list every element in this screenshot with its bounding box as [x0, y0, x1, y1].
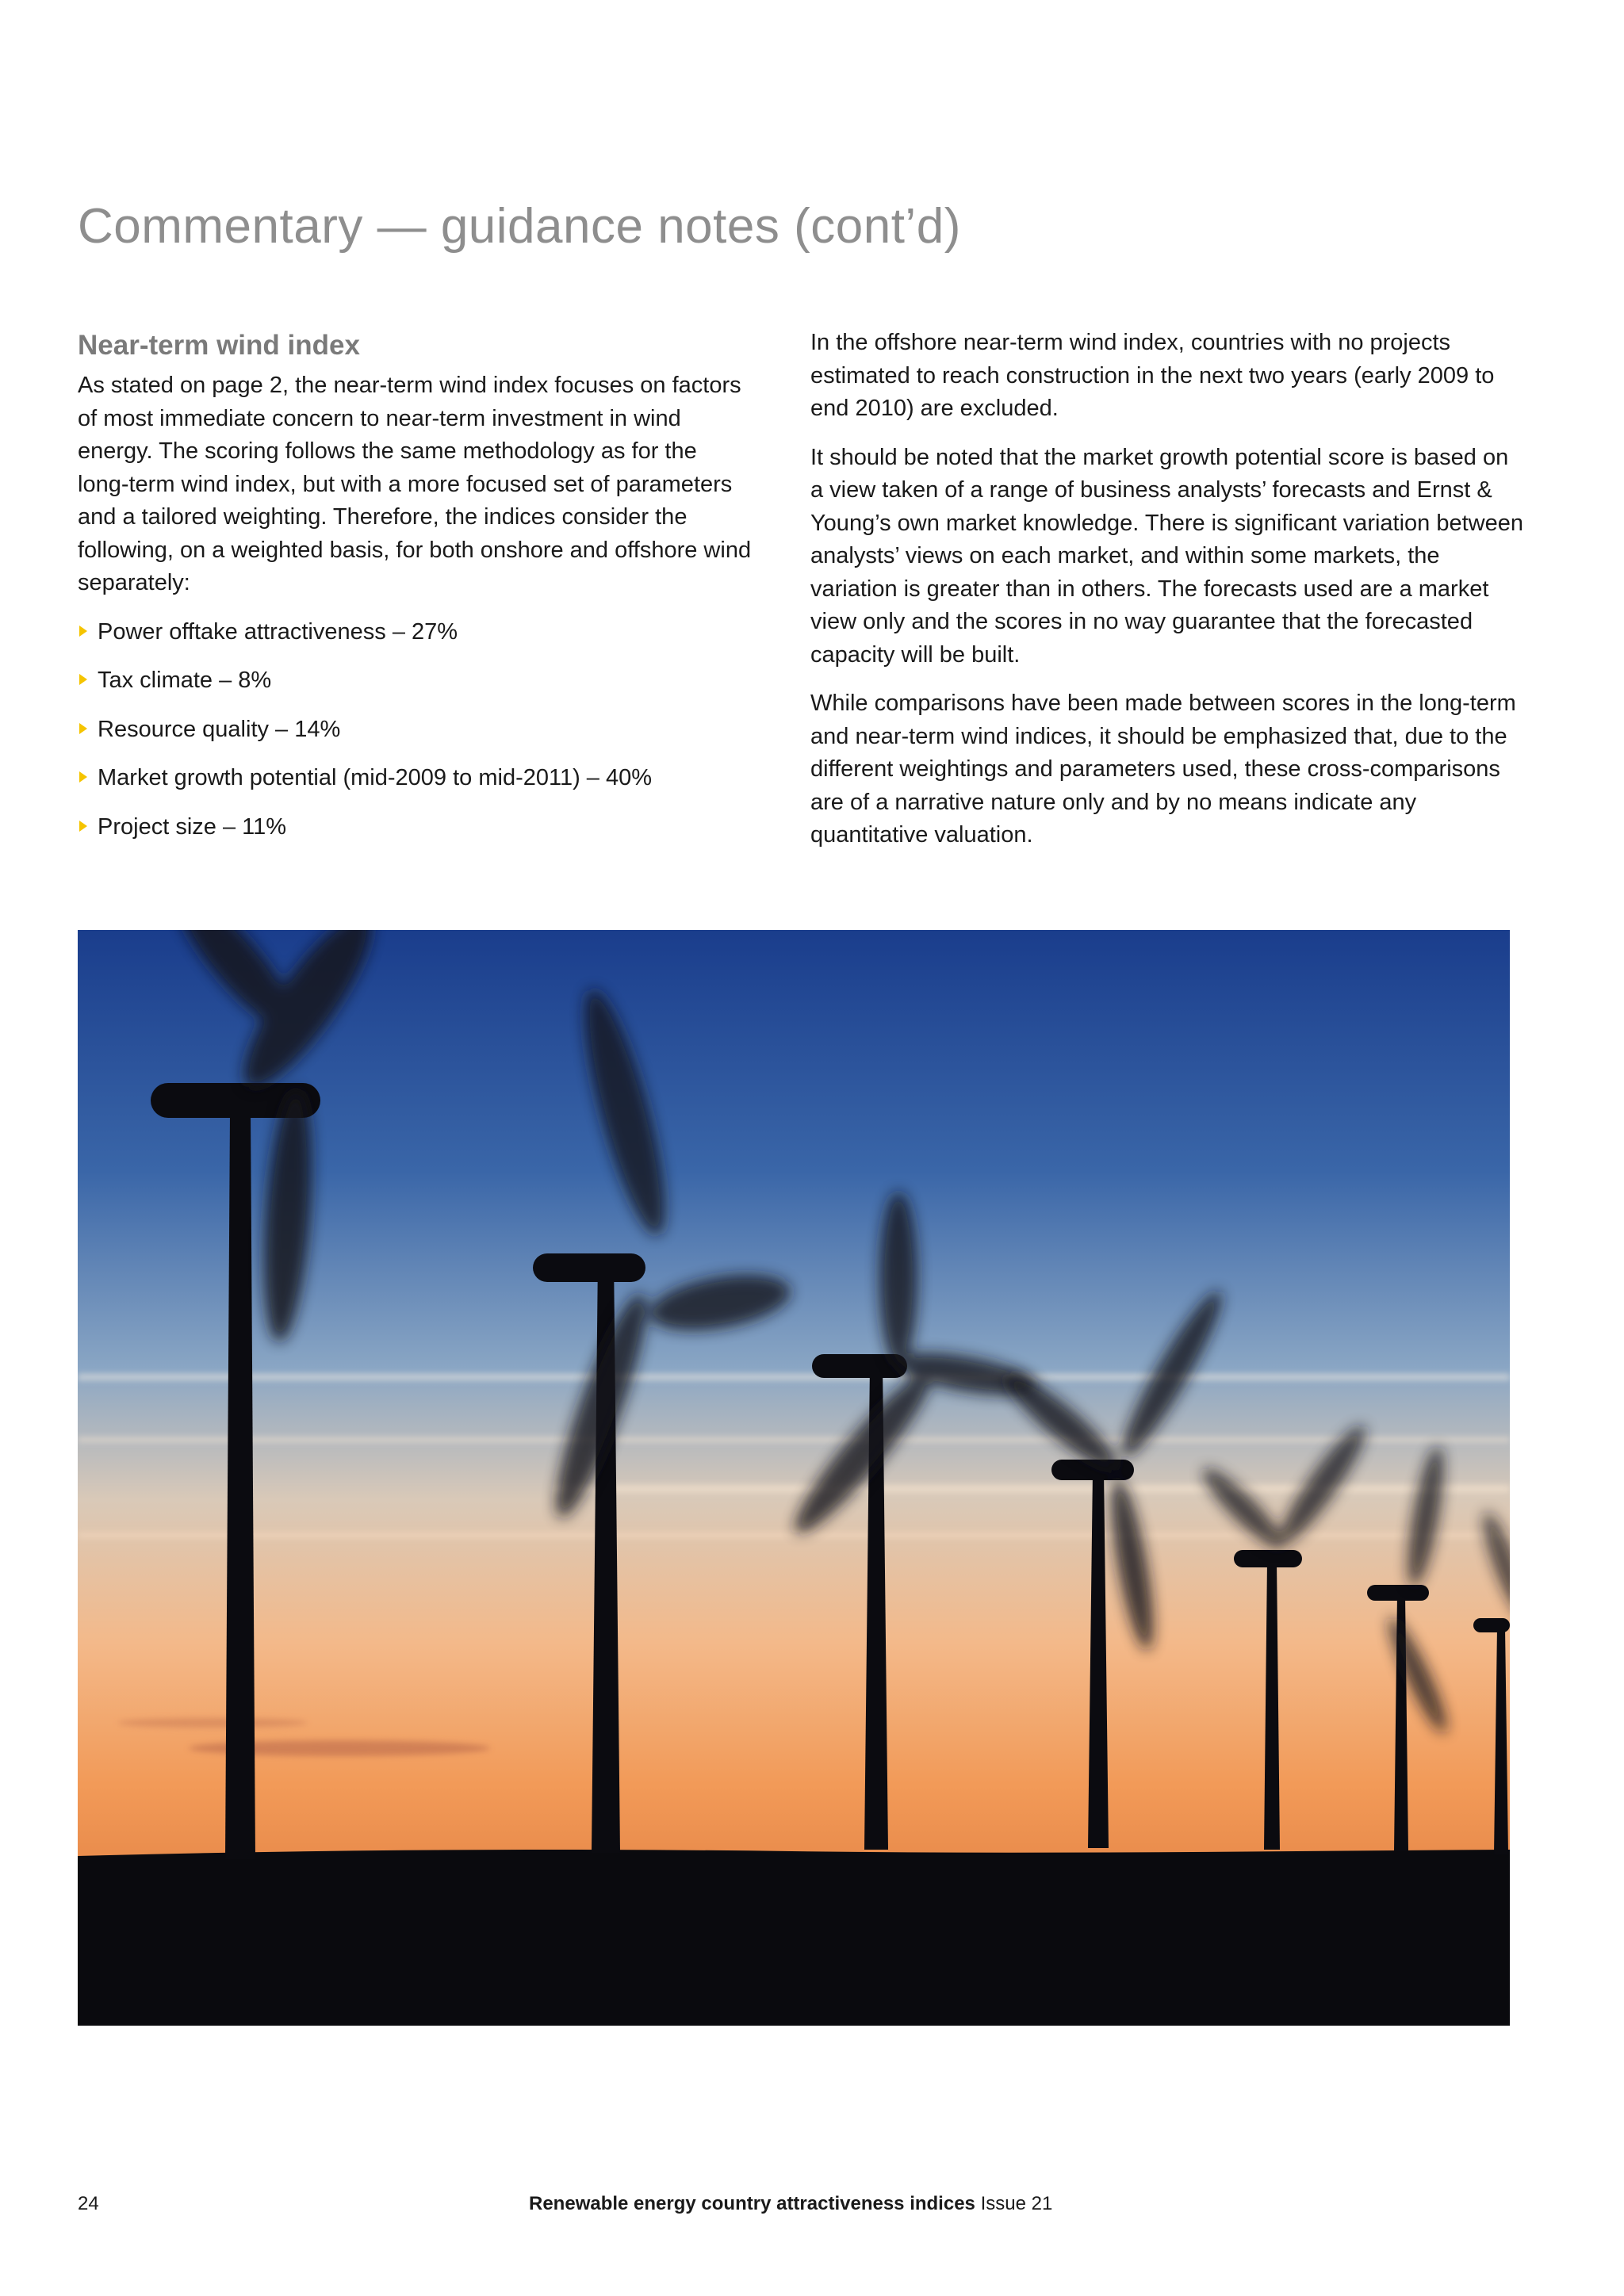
paragraph: It should be noted that the market growth potential score is based on a view taken of a range of business analysts’ forecasts and Ernst & Young’s own market knowledge. There is significant variation between analysts’ views on each market, and within some markets, the variation is greater than in others. The forecasts used are a market view only and the scores in no way guarantee that the forecasted capacity will be built. — [810, 444, 1523, 668]
wind-turbines-photo — [78, 930, 1510, 2026]
page-number: 24 — [78, 2193, 99, 2214]
bullet-arrow-icon — [79, 821, 87, 832]
list-item: Power offtake attractiveness – 27% — [78, 616, 752, 649]
paragraph: While comparisons have been made between scores in the long-term and near-term wind indices, it should be emphasized that, due to the different weightings and parameters used, these cross-comparisons are of a narrative nature only and by no means indicate any quantitative valuation. — [810, 691, 1516, 848]
page-title: Commentary — guidance notes (cont’d) — [78, 199, 961, 254]
list-item: Market growth potential (mid-2009 to mid-2011) – 40% — [78, 762, 752, 795]
left-column — [78, 327, 752, 859]
footer-publication: Renewable energy country attractiveness indices Issue 21 — [529, 2193, 1053, 2214]
section-heading: Near-term wind index — [78, 330, 360, 361]
list-item: Project size – 11% — [78, 811, 752, 844]
bullet-arrow-icon — [79, 626, 87, 637]
bullet-arrow-icon — [79, 674, 87, 685]
list-item: Tax climate – 8% — [78, 664, 752, 698]
intro-paragraph: As stated on page 2, the near-term wind index focuses on factors of most immediate concern to near-term investment in wind energy. The scoring follows the same methodology as for the long-term wind index, but with a more focused set of parameters and a tailored weighting. Therefore, the indices consider the following, on a weighted basis, for both onshore and offshore wind separately: — [78, 373, 752, 595]
list-item: Resource quality – 14% — [78, 714, 752, 747]
weighting-list — [78, 616, 752, 844]
bullet-arrow-icon — [79, 723, 87, 734]
paragraph: In the offshore near-term wind index, countries with no projects estimated to reach construction in the next two years (early 2009 to end 2010) are excluded. — [810, 330, 1495, 421]
right-column — [810, 327, 1524, 868]
bullet-arrow-icon — [79, 771, 87, 783]
